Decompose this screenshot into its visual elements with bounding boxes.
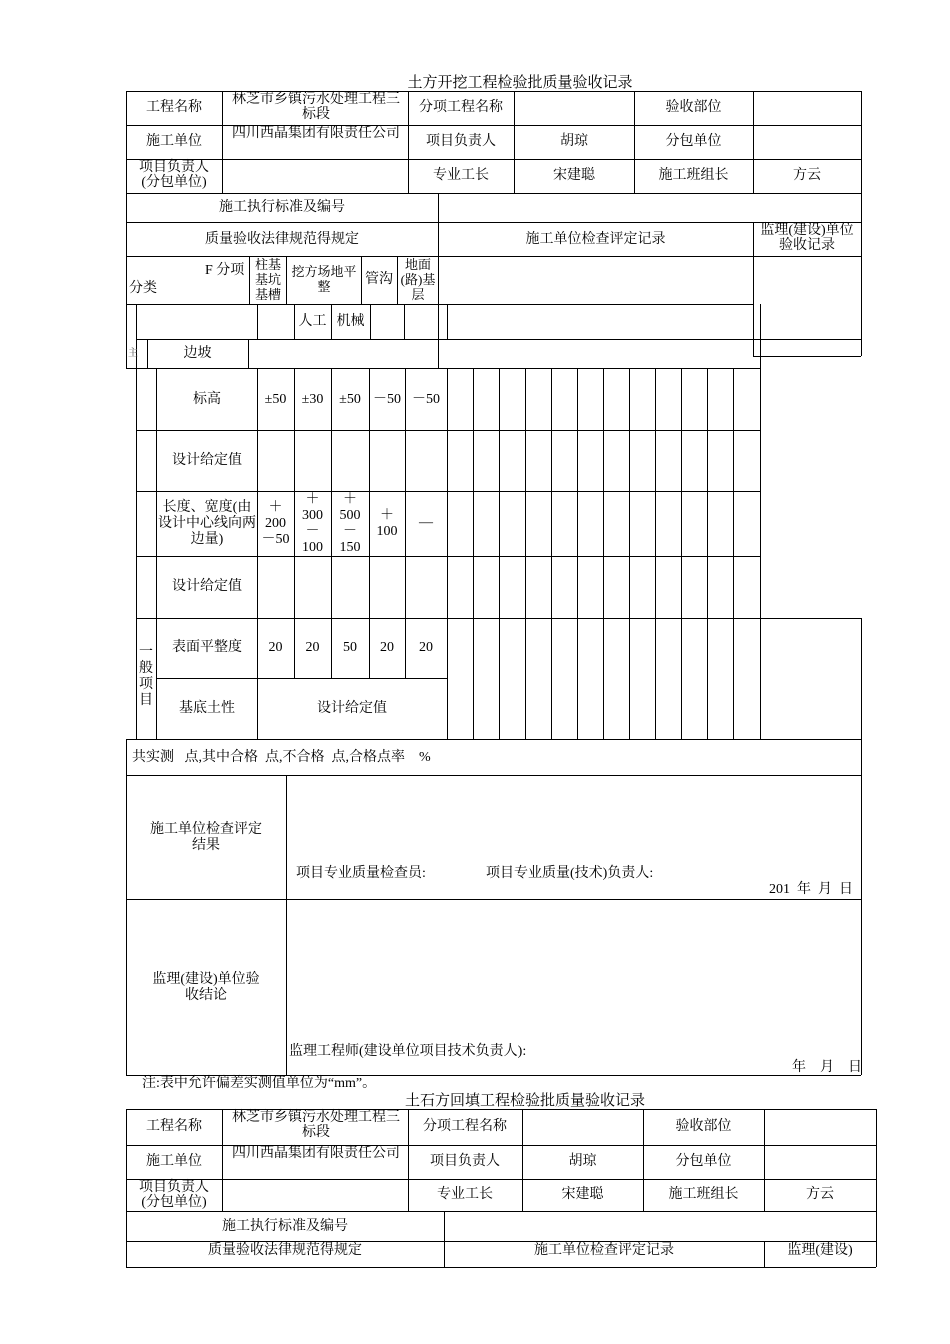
f2-label-spec: 质量验收法律规范得规定 (208, 1243, 362, 1258)
label-subcontractor: 分包单位 (665, 134, 722, 149)
row-elevation-val-5: －50 (412, 392, 440, 407)
label-sub-project: 分项工程名称 (419, 100, 503, 115)
note-unit: 注:表中允许偏差实测值单位为“mm”。 (142, 1076, 377, 1091)
f2-value-contractor: 四川西晶集团有限责任公司 (232, 1146, 400, 1161)
form1-title: 土方开挖工程检验批质量验收记录 (407, 75, 633, 91)
row-flatness-val-5: 20 (419, 640, 433, 655)
label-team-leader: 施工班组长 (658, 168, 729, 183)
label-supervisor-conclusion: 监理(建设)单位验收结论 (152, 972, 260, 1003)
label-contractor-result: 施工单位检查评定结果 (150, 822, 262, 853)
f2-label-sub-project: 分项工程名称 (423, 1119, 507, 1134)
row-design-value-1: 设计给定值 (172, 453, 242, 468)
date-supervisor: 年 月 日 (792, 1060, 862, 1075)
value-project-name: 林芝市乡镇污水处理工程三标段 (232, 92, 400, 122)
date-contractor: 201 年 月 日 (769, 882, 853, 897)
row-flatness-name: 表面平整度 (172, 640, 242, 655)
value-contractor: 四川西晶集团有限责任公司 (232, 126, 400, 141)
f2-label-contractor-check: 施工单位检查评定记录 (534, 1243, 674, 1258)
label-standard: 施工执行标准及编号 (219, 200, 345, 215)
f2-value-team-leader: 方云 (806, 1187, 834, 1202)
row-length-width-name: 长度、宽度(由设计中心线向两边量) (158, 500, 256, 547)
f2-value-project-manager: 胡琼 (568, 1154, 597, 1169)
label-inspector: 项目专业质量检查员: (296, 866, 426, 881)
label-main-group: 主 (128, 348, 138, 359)
row-design-value-2: 设计给定值 (172, 579, 242, 594)
value-project-manager: 胡琼 (560, 134, 588, 149)
f2-label-contractor: 施工单位 (146, 1154, 202, 1169)
row-flatness-val-3: 50 (343, 640, 357, 655)
label-project-manager: 项目负责人 (426, 134, 496, 149)
col-ground: 地面(路)基层 (400, 257, 436, 302)
row-elevation-val-3: ±50 (339, 392, 361, 407)
col-site: 挖方场地平整 (291, 264, 357, 294)
label-sub-manager: 项目负责人(分包单位) (139, 160, 209, 190)
label-slope: 边坡 (183, 346, 212, 361)
col-manual: 人工 (298, 314, 327, 329)
f2-label-standard: 施工执行标准及编号 (222, 1219, 348, 1234)
row-elevation-val-2: ±30 (301, 392, 324, 407)
label-supervisor-record: 监理(建设)单位验收记录 (760, 223, 854, 253)
row-length-width-val-5: — (419, 515, 433, 530)
f2-value-foreman: 宋建聪 (561, 1187, 604, 1202)
label-spec: 质量验收法律规范得规定 (205, 232, 359, 247)
f2-label-subcontractor: 分包单位 (675, 1154, 732, 1169)
row-length-width-val-4: ＋100 (376, 508, 398, 539)
row-elevation-name: 标高 (193, 392, 221, 407)
row-elevation-val-1: ±50 (264, 392, 287, 407)
f2-label-team-leader: 施工班组长 (668, 1187, 739, 1202)
f2-label-sub-manager: 项目负责人(分包单位) (139, 1180, 209, 1210)
row-flatness-val-4: 20 (380, 640, 394, 655)
f2-label-supervisor: 监理(建设) (787, 1243, 853, 1258)
label-tech-leader: 项目专业质量(技术)负责人: (486, 866, 654, 881)
label-foreman: 专业工长 (433, 168, 489, 183)
row-soil-value: 设计给定值 (317, 701, 387, 716)
row-flatness-val-2: 20 (305, 640, 320, 655)
form2-title: 土石方回填工程检验批质量验收记录 (404, 1093, 645, 1109)
summary-text: 共实测 点,其中合格 点,不合格 点,合格点率 % (132, 750, 431, 765)
label-f-item: F 分项 (205, 263, 245, 278)
f2-label-project-manager: 项目负责人 (430, 1154, 500, 1169)
col-machine: 机械 (336, 314, 365, 329)
row-length-width-val-1: ＋200－50 (261, 500, 290, 547)
f2-label-acceptance-part: 验收部位 (675, 1119, 732, 1134)
value-team-leader: 方云 (793, 168, 821, 183)
f2-label-project-name: 工程名称 (146, 1119, 202, 1134)
label-category: 分类 (129, 281, 157, 296)
label-acceptance-part: 验收部位 (665, 100, 722, 115)
label-general-group: 一般项目 (139, 645, 153, 708)
row-soil-name: 基底土性 (179, 701, 235, 716)
f2-label-foreman: 专业工长 (437, 1187, 493, 1202)
label-contractor-check: 施工单位检查评定记录 (525, 232, 666, 247)
row-length-width-val-3: ＋500－150 (339, 492, 361, 555)
label-contractor: 施工单位 (146, 134, 202, 149)
row-flatness-val-1: 20 (268, 640, 283, 655)
label-project-name: 工程名称 (146, 100, 202, 115)
value-foreman: 宋建聪 (553, 168, 595, 183)
label-supervisor-engineer: 监理工程师(建设单位项目技术负责人): (289, 1044, 527, 1059)
row-elevation-val-4: －50 (373, 392, 401, 407)
row-length-width-val-2: ＋300－100 (302, 492, 323, 555)
f2-value-project-name: 林芝市乡镇污水处理工程三标段 (232, 1110, 400, 1140)
col-trench: 管沟 (365, 272, 393, 287)
col-pile: 柱基基坑基槽 (254, 257, 281, 302)
